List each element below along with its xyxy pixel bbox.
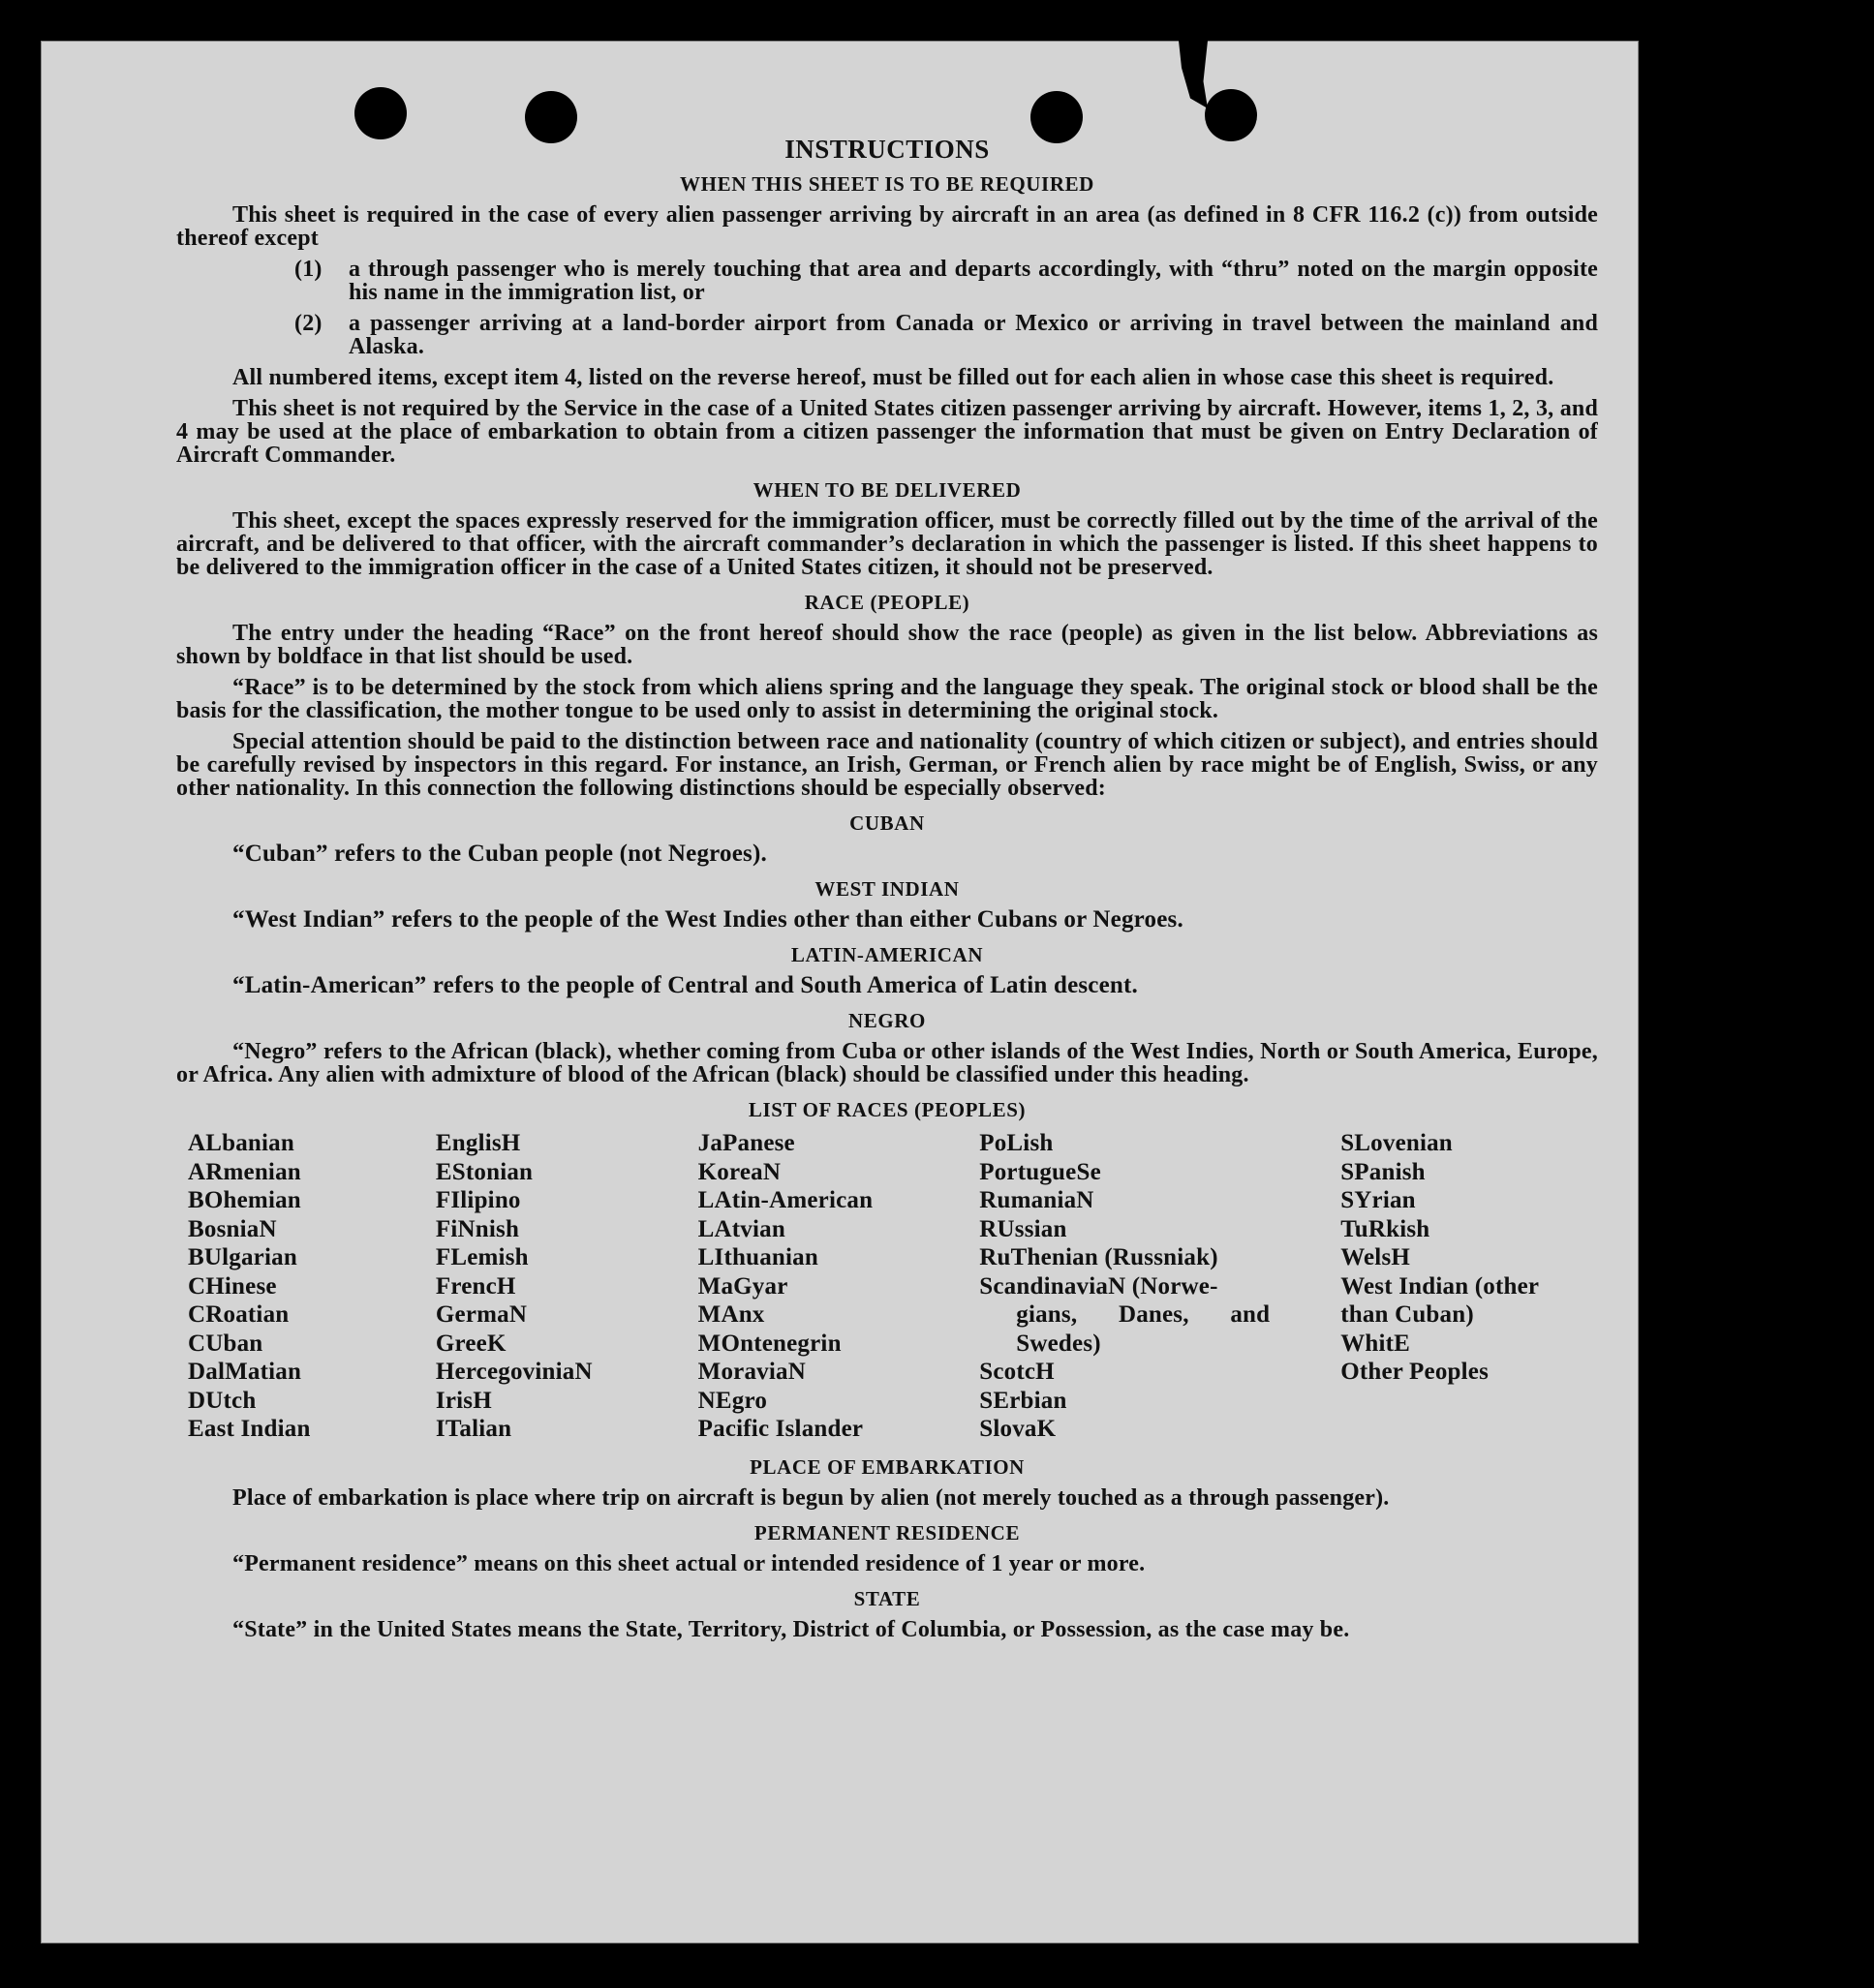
exception-number: (1) — [294, 257, 323, 282]
race-entry: MAnx — [697, 1301, 765, 1328]
race-entry: SlovaK — [979, 1416, 1057, 1442]
west-indian-definition: “West Indian” refers to the people of the West Indies other than either Cubans or Negroes. — [232, 906, 1183, 933]
race-column-5 — [1340, 1129, 1598, 1444]
cuban-definition: “Cuban” refers to the Cuban people (not Negroes). — [232, 841, 767, 867]
race-entry: WhitE — [1340, 1330, 1411, 1357]
race-entry: SPanish — [1340, 1158, 1426, 1185]
race-entry: ScotcH — [979, 1359, 1055, 1385]
numbered-items-paragraph: All numbered items, except item 4, listed on the reverse hereof, must be filled out for each alien in whose case this sheet is required. — [232, 365, 1554, 390]
race-entry: RumaniaN — [979, 1187, 1094, 1213]
heading-when-required: WHEN THIS SHEET IS TO BE REQUIRED — [680, 172, 1094, 196]
race-entry: Other Peoples — [1340, 1359, 1489, 1385]
race-entry: MOntenegrin — [697, 1330, 842, 1357]
heading-west-indian: WEST INDIAN — [814, 877, 960, 901]
heading-residence: PERMANENT RESIDENCE — [753, 1520, 1021, 1545]
race-entry: EStonian — [435, 1158, 534, 1185]
exception-text: a through passenger who is merely touching that area and departs accordingly, with “thru” noted on the margin opposite his name in the immigration list, or — [349, 257, 1598, 305]
race-entry: Pacific Islander — [697, 1416, 864, 1442]
heading-embarkation: PLACE OF EMBARKATION — [750, 1454, 1025, 1479]
race-entry: TuRkish — [1340, 1215, 1430, 1242]
race-entry-west-indian: West Indian (other — [1340, 1272, 1540, 1300]
race-entry: EnglisH — [435, 1130, 521, 1156]
state-definition: “State” in the United States means the State, Territory, District of Columbia, or Possession, as the case may be. — [232, 1616, 1350, 1642]
punch-hole — [1030, 91, 1083, 143]
page-title: INSTRUCTIONS — [784, 135, 990, 164]
race-entry: BosniaN — [188, 1215, 277, 1242]
race-column-3 — [698, 1129, 980, 1444]
citizen-paragraph: This sheet is not required by the Service in the case of a United States citizen passenger arriving by aircraft. However, items 1, 2, 3, and 4 may be used at the place of embarkation to obtain from a citizen passenger the information that must be given on Entry Declaration of Aircraft Commander. — [176, 396, 1598, 468]
race-column-2 — [436, 1129, 698, 1444]
embarkation-definition: Place of embarkation is place where trip on aircraft is begun by alien (not merely touched as a through passenger). — [232, 1484, 1390, 1511]
race-list — [176, 1129, 1598, 1444]
heading-when-delivered: WHEN TO BE DELIVERED — [753, 478, 1022, 502]
race-entry: DUtch — [188, 1387, 257, 1414]
race-entry: FiNnish — [435, 1215, 520, 1242]
punch-hole — [354, 87, 407, 139]
race-entry: PoLish — [979, 1130, 1054, 1156]
race-entry: CUban — [188, 1330, 263, 1357]
exception-text: a passenger arriving at a land-border airport from Canada or Mexico or arriving in travel between the mainland and Alaska. — [349, 311, 1598, 359]
instructions-content — [176, 135, 1598, 1649]
race-entry: BUlgarian — [188, 1244, 297, 1270]
race-entry: LAtin-American — [697, 1187, 874, 1213]
race-entry: ITalian — [435, 1416, 512, 1442]
heading-negro: NEGRO — [847, 1009, 926, 1032]
race-entry: KoreaN — [697, 1158, 782, 1185]
race-entry: ARmenian — [188, 1158, 301, 1185]
race-entry: RuThenian (Russniak) — [979, 1244, 1218, 1270]
race-entry-continuation — [979, 1300, 1270, 1330]
latin-american-definition: “Latin-American” refers to the people of Central and South America of Latin descent. — [232, 972, 1138, 998]
race-paragraph-3: Special attention should be paid to the distinction between race and nationality (country of which citizen or subject), and entries should be carefully revised by inspectors in this regard. For instance, an Irish, German, or French alien by race might be of English, Swiss, or any other nationality. In this connection the following distinctions should be especially observed: — [176, 729, 1598, 801]
race-entry: WelsH — [1340, 1244, 1411, 1270]
race-entry: JaPanese — [697, 1130, 795, 1156]
exception-item — [176, 258, 1598, 304]
race-entry: LAtvian — [697, 1215, 785, 1242]
delivery-paragraph: This sheet, except the spaces expressly reserved for the immigration officer, must be correctly filled out by the time of the arrival of the aircraft, and be delivered to that officer, with the aircraft commander’s declaration in which the passenger is listed. If this sheet happens to be delivered to the immigration officer in the case of a United States citizen, it should not be preserved. — [176, 508, 1598, 580]
race-entry: IrisH — [435, 1387, 492, 1414]
race-entry: GreeK — [435, 1330, 507, 1357]
punch-hole — [525, 91, 577, 143]
race-entry: GermaN — [435, 1301, 528, 1328]
race-paragraph-2: “Race” is to be determined by the stock from which aliens spring and the language they speak. The original stock or blood shall be the basis for the classification, the mother tongue to be used only to assist in determining the original stock. — [176, 675, 1598, 723]
heading-state: STATE — [853, 1586, 921, 1610]
race-entry: PortugueSe — [979, 1158, 1101, 1185]
race-entry: FrencH — [435, 1272, 516, 1300]
race-column-4 — [979, 1129, 1340, 1444]
race-entry: SYrian — [1340, 1187, 1416, 1213]
exception-number: (2) — [294, 311, 323, 336]
race-entry: HercegoviniaN — [435, 1359, 593, 1385]
race-entry: East Indian — [188, 1416, 311, 1442]
race-entry: DalMatian — [188, 1359, 302, 1385]
race-entry-scandinavian: ScandinaviaN (Norwe- — [979, 1272, 1218, 1300]
race-entry: ALbanian — [188, 1130, 294, 1156]
heading-race: RACE (PEOPLE) — [804, 591, 970, 614]
race-column-1 — [188, 1129, 436, 1444]
heading-list-of-races: LIST OF RACES (PEOPLES) — [748, 1098, 1027, 1121]
negro-definition: “Negro” refers to the African (black), whether coming from Cuba or other islands of the West Indies, North or South America, Europe, or Africa. Any alien with admixture of blood of the African (black) should be classified under this heading. — [176, 1039, 1598, 1087]
heading-cuban: CUBAN — [849, 811, 925, 835]
residence-definition: “Permanent residence” means on this sheet actual or intended residence of 1 year or more. — [232, 1550, 1146, 1576]
race-entry: MaGyar — [697, 1272, 788, 1300]
race-entry: MoraviaN — [697, 1359, 806, 1385]
race-entry: LIthuanian — [697, 1244, 818, 1270]
race-entry-continuation-line: Swedes) — [1016, 1330, 1101, 1357]
heading-latin-american: LATIN-AMERICAN — [790, 943, 984, 966]
paper-tear — [1179, 41, 1208, 108]
document-page — [41, 41, 1639, 1943]
punch-hole — [1205, 89, 1257, 141]
race-entry-continuation-line: than Cuban) — [1340, 1301, 1474, 1328]
race-entry: CRoatian — [188, 1301, 290, 1328]
race-entry: SErbian — [979, 1387, 1067, 1414]
race-entry: FIlipino — [435, 1187, 521, 1213]
race-entry: RUssian — [979, 1215, 1067, 1242]
race-entry-continuation-line: gians, Danes, and — [1016, 1301, 1271, 1328]
exception-item — [176, 312, 1598, 358]
race-entry: SLovenian — [1340, 1130, 1453, 1156]
race-entry: NEgro — [697, 1387, 768, 1414]
race-paragraph-1: The entry under the heading “Race” on the front hereof should show the race (people) as given in the list below. Abbreviations as shown by boldface in that list should be used. — [176, 621, 1598, 669]
when-required-intro: This sheet is required in the case of every alien passenger arriving by aircraft in an area (as defined in 8 CFR 116.2 (c)) from outside thereof except — [176, 202, 1598, 251]
race-entry: BOhemian — [188, 1187, 301, 1213]
race-entry: CHinese — [188, 1272, 277, 1300]
race-entry: FLemish — [435, 1244, 529, 1270]
